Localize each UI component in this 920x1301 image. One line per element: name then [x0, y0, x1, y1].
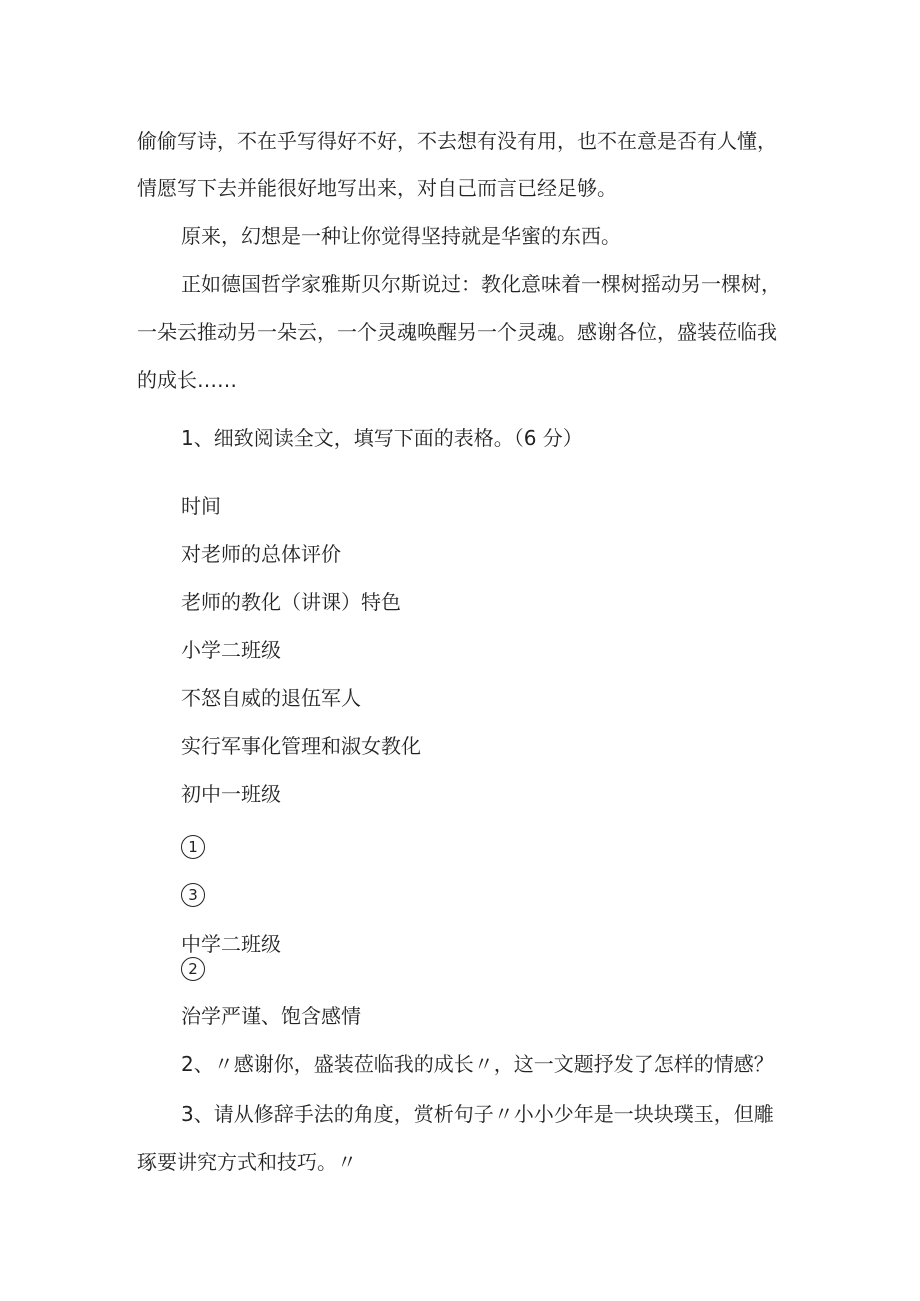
table-cell-row1-time: 小学二班级: [181, 638, 281, 662]
question-2: 2、〃感谢你，盛装莅临我的成长〃，这一文题抒发了怎样的情感？: [181, 1052, 774, 1076]
table-cell-row3-feature: 治学严谨、饱含感情: [181, 1004, 361, 1028]
table-header-teaching-feature: 老师的教化（讲课）特色: [181, 590, 401, 614]
question-3-line-2: 琢要讲究方式和技巧。〃: [137, 1150, 357, 1174]
blank-marker-3: 3: [181, 883, 205, 907]
question-1: 1、细致阅读全文，填写下面的表格。（6 分）: [181, 426, 583, 450]
paragraph-1-line-2: 情愿写下去并能很好地写出来，对自己而言已经足够。: [137, 176, 617, 200]
table-cell-row2-time: 初中一班级: [181, 782, 281, 806]
paragraph-3-line-2: 一朵云推动另一朵云，一个灵魂唤醒另一个灵魂。感谢各位，盛装莅临我: [137, 320, 777, 344]
paragraph-1-line-1: 偷偷写诗，不在乎写得好不好，不去想有没有用，也不在意是否有人懂，: [137, 129, 777, 153]
blank-marker-2: 2: [181, 957, 205, 981]
table-cell-row3-time: 中学二班级: [181, 932, 281, 956]
paragraph-3-line-3: 的成长……: [137, 368, 237, 392]
table-cell-row1-evaluation: 不怒自威的退伍军人: [181, 686, 361, 710]
table-header-evaluation: 对老师的总体评价: [181, 542, 341, 566]
paragraph-2: 原来，幻想是一种让你觉得坚持就是华蜜的东西。: [181, 224, 621, 248]
blank-marker-1: 1: [181, 835, 205, 859]
table-header-time: 时间: [181, 494, 221, 518]
paragraph-3-line-1: 正如德国哲学家雅斯贝尔斯说过：教化意味着一棵树摇动另一棵树，: [181, 272, 781, 296]
question-3-line-1: 3、请从修辞手法的角度，赏析句子〃小小少年是一块块璞玉，但雕: [181, 1102, 774, 1126]
table-cell-row1-feature: 实行军事化管理和淑女教化: [181, 734, 421, 758]
